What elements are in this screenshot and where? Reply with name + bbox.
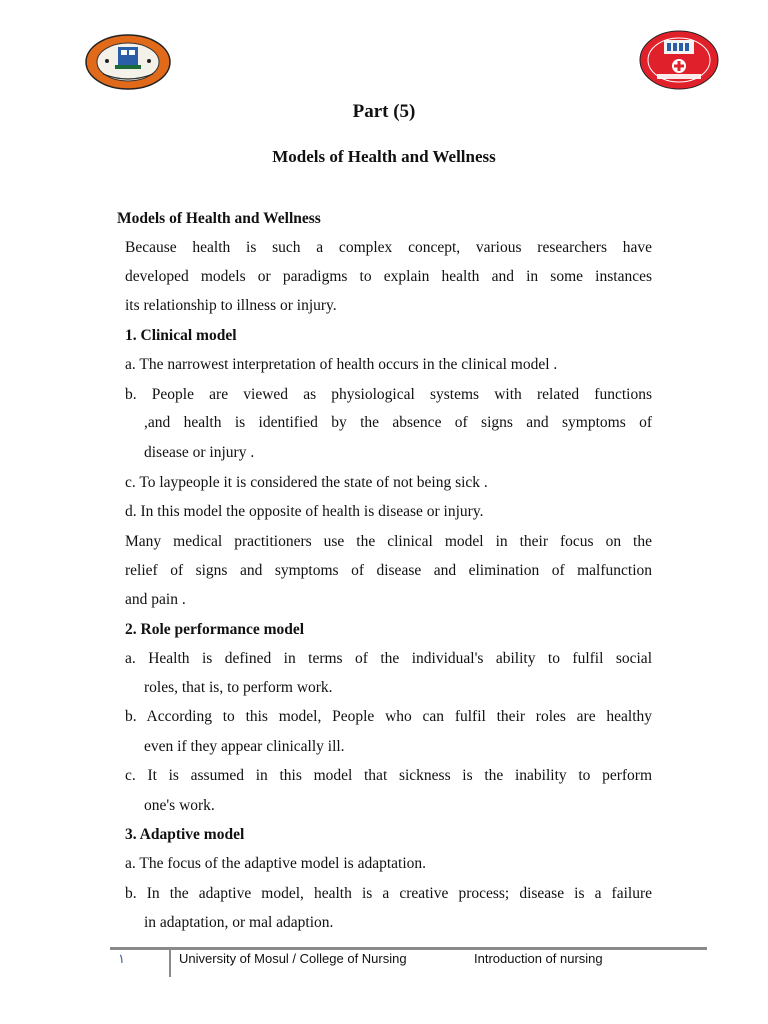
adaptive-item-b-line-2: in adaptation, or mal adaption. xyxy=(144,914,334,931)
clinical-note-line-2: relief of signs and symptoms of disease and elimination of malfunction xyxy=(125,562,652,579)
footer-institution: University of Mosul / College of Nursing xyxy=(179,951,407,966)
role-item-b-line-1: b. According to this model, People who can fulfil their roles are healthy xyxy=(125,708,652,725)
role-model-heading: 2. Role performance model xyxy=(125,621,305,638)
role-item-c-line-2: one's work. xyxy=(144,797,215,814)
part-title: Part (5) xyxy=(352,101,416,122)
intro-line-2: developed models or paradigms to explain health and in some instances xyxy=(125,268,652,285)
role-item-a-line-2: roles, that is, to perform work. xyxy=(144,679,333,696)
clinical-item-b-line-3: disease or injury . xyxy=(144,444,255,461)
role-item-c-line-1: c. It is assumed in this model that sickness is the inability to perform xyxy=(125,767,652,784)
clinical-note-line-1: Many medical practitioners use the clinical model in their focus on the xyxy=(125,533,652,550)
clinical-item-c: c. To laypeople it is considered the state of not being sick . xyxy=(125,474,488,491)
role-item-b-line-2: even if they appear clinically ill. xyxy=(144,738,345,755)
clinical-model-heading: 1. Clinical model xyxy=(125,327,237,344)
clinical-note-line-3: and pain . xyxy=(125,591,186,608)
clinical-item-b-line-2: ,and health is identified by the absence of signs and symptoms of xyxy=(144,414,652,431)
intro-line-1: Because health is such a complex concept, various researchers have xyxy=(125,239,652,256)
nursing-college-seal-icon xyxy=(639,30,719,90)
intro-line-3: its relationship to illness or injury. xyxy=(125,297,337,314)
page-title: Models of Health and Wellness xyxy=(272,147,496,166)
role-item-a-line-1: a. Health is defined in terms of the individual's ability to fulfil social xyxy=(125,650,652,667)
section-heading: Models of Health and Wellness xyxy=(117,210,321,227)
university-seal-icon xyxy=(85,34,171,90)
footer-divider xyxy=(110,947,707,950)
clinical-item-b-line-1: b. People are viewed as physiological systems with related functions xyxy=(125,386,652,403)
adaptive-model-heading: 3. Adaptive model xyxy=(125,826,245,843)
footer-course: Introduction of nursing xyxy=(474,951,603,966)
adaptive-item-b-line-1: b. In the adaptive model, health is a creative process; disease is a failure xyxy=(125,885,652,902)
clinical-item-d: d. In this model the opposite of health is disease or injury. xyxy=(125,503,484,520)
page-number: ١ xyxy=(118,952,125,967)
adaptive-item-a: a. The focus of the adaptive model is adaptation. xyxy=(125,855,427,872)
clinical-item-a: a. The narrowest interpretation of health occurs in the clinical model . xyxy=(125,356,558,373)
footer-separator xyxy=(169,947,171,977)
